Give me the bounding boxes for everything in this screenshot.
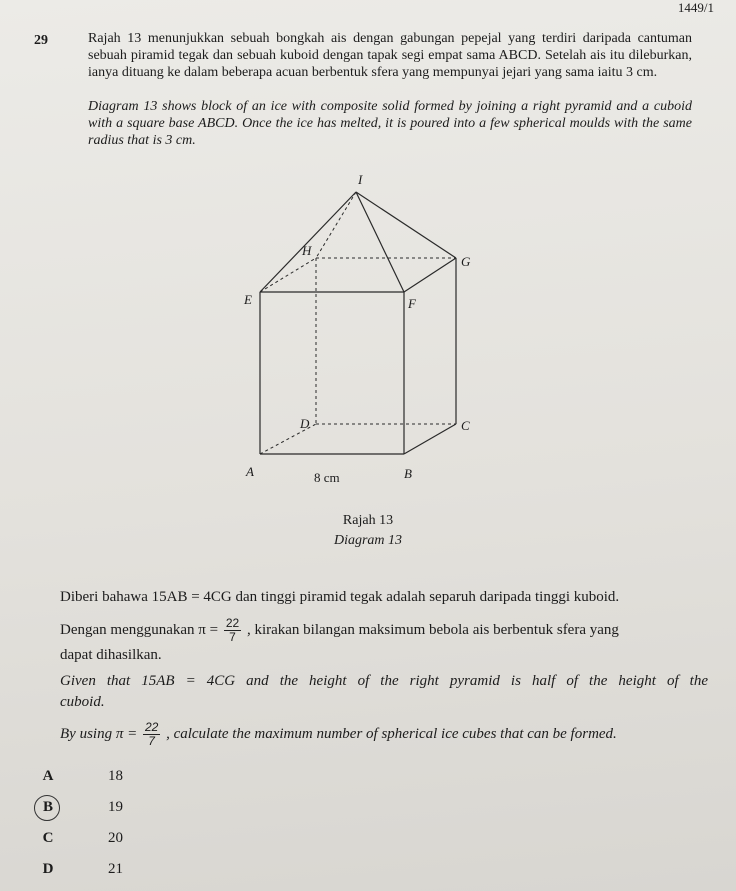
option-a-letter: A	[42, 768, 54, 784]
given-malay-suffix: , kirakan bilangan maksimum bebola ais berbentuk sfera yang	[246, 621, 619, 638]
option-c-letter: C	[42, 830, 54, 846]
edge-ie	[260, 192, 356, 292]
edge-ig	[356, 192, 456, 258]
given-english-suffix: , calculate the maximum number of spherical ice cubes that can be formed.	[166, 725, 617, 742]
option-d-letter: D	[42, 861, 54, 877]
given-malay-line3: dapat dihasilkan.	[60, 647, 162, 663]
edge-if	[356, 192, 404, 292]
option-b-letter: B	[42, 799, 53, 815]
label-f: F	[408, 296, 416, 311]
given-english-line1: Given that 15AB = 4CG and the height of the right pyramid is half of the height of the	[60, 673, 708, 689]
given-malay-line1: Diberi bahawa 15AB = 4CG dan tinggi piramid tegak adalah separuh daripada tinggi kuboid.	[60, 589, 620, 605]
edge-bc	[404, 424, 456, 454]
composite-solid-diagram	[238, 172, 478, 492]
label-b: B	[404, 466, 412, 481]
pi-numerator: 22	[225, 616, 240, 630]
given-english-line3	[60, 721, 708, 748]
pi-denominator: 7	[229, 630, 236, 644]
option-b-value: 19	[108, 799, 123, 815]
pi-numerator-english: 22	[144, 720, 159, 734]
edge-ih	[316, 192, 356, 258]
dimension-label: 8 cm	[314, 470, 340, 485]
pi-fraction	[224, 617, 241, 644]
given-malay-line2	[60, 617, 708, 644]
label-i: I	[358, 172, 363, 187]
pi-fraction-english	[143, 721, 160, 748]
given-english-line2: cuboid.	[60, 694, 105, 710]
label-c: C	[461, 418, 470, 433]
label-d: D	[300, 416, 310, 431]
label-a: A	[246, 464, 254, 479]
given-english-prefix: By using π =	[60, 725, 138, 742]
paper-code: 1449/1	[677, 0, 714, 15]
pi-denominator-english: 7	[148, 734, 155, 748]
caption-malay: Rajah 13	[342, 513, 394, 528]
label-h: H	[302, 243, 312, 258]
label-e: E	[244, 292, 252, 307]
option-d-value: 21	[108, 861, 123, 877]
edge-fg	[404, 258, 456, 292]
option-a-value: 18	[108, 768, 123, 784]
question-text-english: Diagram 13 shows block of an ice with composite solid formed by joining a right pyramid and a cuboid with a square base ABCD. Once the ice has melted, it is poured into a few spherical moulds with the same radius that is 3 cm.	[88, 99, 692, 148]
question-text-malay: Rajah 13 menunjukkan sebuah bongkah ais dengan gabungan pepejal yang terdiri daripada cantuman sebuah piramid tegak dan sebuah kuboid dengan tapak segi empat sama ABCD. Setelah ais itu dileburkan, ianya dituang ke dalam beberapa acuan berbentuk sfera yang mempunyai jejari yang sama iaitu 3 cm.	[88, 31, 692, 80]
caption-english: Diagram 13	[333, 533, 403, 548]
option-c-value: 20	[108, 830, 123, 846]
given-malay-prefix: Dengan menggunakan π =	[60, 621, 219, 638]
label-g: G	[461, 254, 471, 269]
question-number: 29	[34, 33, 48, 48]
